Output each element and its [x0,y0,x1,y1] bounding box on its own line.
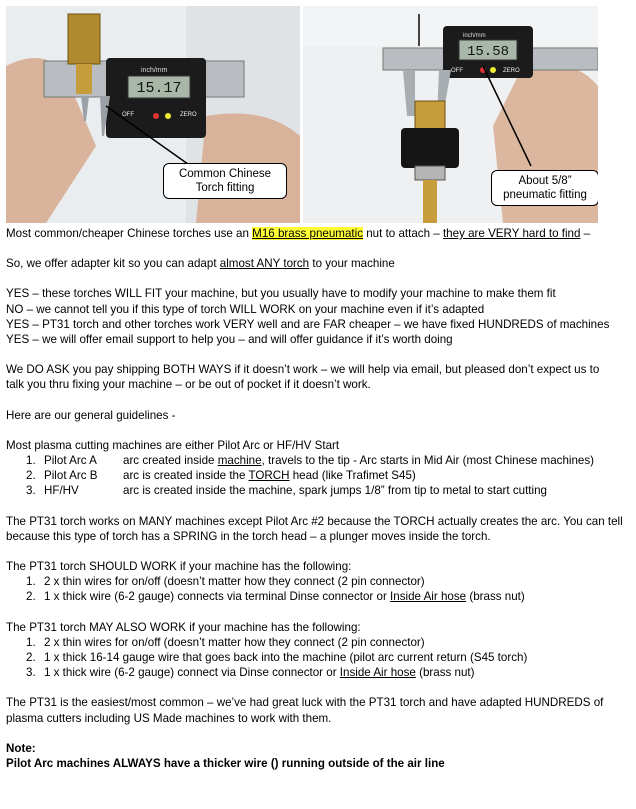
list-item [6,483,632,498]
note-heading-text: Note: [6,741,36,755]
offer-text-2: to your machine [309,257,395,271]
offer-underline: almost ANY torch [219,257,310,271]
list-text-pre: 2 x thin wires for on/off (doesn’t matter how they connect (2 pin connector) [44,575,425,589]
left-caliper-brand: inch/mm [141,67,168,74]
left-caliper-off: OFF [122,112,134,118]
list-desc [123,483,547,498]
pt31-intro-line: The PT31 torch works on MANY machines except Pilot Arc #2 because the TORCH actually creates the arc. You can tell [6,514,623,528]
list-text [44,574,425,589]
document-body [6,226,632,771]
list-text [44,589,525,604]
list-label: HF/HV [44,484,79,498]
left-caliper-zero: ZERO [180,112,197,118]
right-caliper-off: OFF [451,68,463,74]
list-text-pre: 1 x thick wire (6-2 gauge) connect via Dinse connector or [44,666,340,680]
list-number: 2. [26,469,36,483]
list-desc-text: arc is created inside the machine, spark jumps 1/8” from tip to metal to start cutting [123,484,547,498]
list-text-post: (brass nut) [415,666,475,680]
right-caliper-zero: ZERO [503,68,520,74]
list-text-underline: Inside Air hose [390,590,467,604]
left-caliper-reading: 15.17 [136,80,182,97]
list-item [6,665,632,680]
list-desc-text-2: head (like Trafimet S45) [289,469,416,483]
list-number: 1. [26,454,36,468]
list-text [44,665,475,680]
list-number: 3. [26,666,36,680]
intro-text-2: nut to attach – [363,227,443,240]
list-number: 2. [26,590,36,604]
note-text [6,756,632,771]
right-caliper-photo [303,6,598,223]
faq-line: NO – we cannot tell you if this type of torch WILL WORK on your machine even if it’s adapted [6,302,485,316]
intro-highlight: M16 brass pneumatic [252,227,364,240]
list-desc-underline: TORCH [248,469,290,483]
note-text-bold: Pilot Arc machines ALWAYS have a thicker wire () running outside of the air line [6,757,445,771]
should-heading: The PT31 torch SHOULD WORK if your machine has the following: [6,560,352,574]
photo-strip [6,6,598,223]
closing-line: plasma cutters including US Made machines to work with them. [6,711,332,725]
list-desc [123,468,416,483]
guidelines-heading: Here are our general guidelines - [6,408,176,422]
list-label: Pilot Arc A [44,454,97,468]
list-item [6,650,632,665]
left-callout: Common Chinese Torch fitting [163,163,287,199]
list-desc-text: arc created inside [123,454,218,468]
list-item [6,453,632,468]
faq-line: YES – PT31 torch and other torches work VERY well and are FAR cheaper – we have fixed HUNDREDS of machines [6,317,610,331]
intro-text: Most common/cheaper Chinese torches use an [6,227,253,240]
intro-line [6,226,632,241]
right-caliper-brand: inch/mm [463,33,486,39]
list-desc-text-2: , travels to the tip - Arc starts in Mid Air (most Chinese machines) [261,454,595,468]
right-caliper-reading: 15.58 [466,44,510,60]
list-text-pre: 2 x thin wires for on/off (doesn’t matter how they connect (2 pin connector) [44,635,425,649]
closing-line: The PT31 is the easiest/most common – we’ve had great luck with the PT31 torch and have adapted HUNDREDS of [6,696,604,710]
faq-line: YES – these torches WILL FIT your machine, but you usually have to modify your machine to make them fit [6,287,556,301]
left-caliper-photo [6,6,300,223]
note-heading [6,741,632,756]
list-number: 1. [26,575,36,589]
list-item [6,589,632,604]
ask-line: talk you thru fixing your machine – or be out of pocket if it doesn’t work. [6,378,371,392]
list-number: 1. [26,635,36,649]
list-item [6,574,632,589]
intro-underline: they are VERY hard to find [442,227,581,240]
list-text [44,650,527,665]
list-text-post: (brass nut) [466,590,525,604]
right-callout: About 5/8” pneumatic fitting [491,170,598,206]
list-text-underline: Inside Air hose [339,666,416,680]
list-text-pre: 1 x thick wire (6-2 gauge) connects via terminal Dinse connector or [44,590,391,604]
list-text-pre: 1 x thick 16-14 gauge wire that goes back into the machine (pilot arc current return (S45 torch) [44,651,528,665]
types-heading: Most plasma cutting machines are either Pilot Arc or HF/HV Start [6,438,340,452]
list-desc-underline: machine [217,454,262,468]
faq-line: YES – we will offer email support to help you – and will offer guidance if it’s worth doing [6,333,453,347]
list-number: 2. [26,651,36,665]
list-number: 3. [26,484,36,498]
list-label: Pilot Arc B [44,469,98,483]
ask-line: We DO ASK you pay shipping BOTH WAYS if it doesn’t work – we will help via email, but pleased don’t expect us to [6,363,600,377]
may-heading: The PT31 torch MAY ALSO WORK if your machine has the following: [6,620,361,634]
list-desc-text: arc is created inside the [123,469,249,483]
list-item [6,468,632,483]
intro-text-3: – [580,227,591,240]
offer-line [6,256,632,271]
pt31-intro-line: because this type of torch has a SPRING in the torch head – a plunger moves inside the torch. [6,529,491,543]
list-desc [123,453,594,468]
list-text [44,635,425,650]
list-item [6,635,632,650]
offer-text: So, we offer adapter kit so you can adapt [6,257,220,271]
